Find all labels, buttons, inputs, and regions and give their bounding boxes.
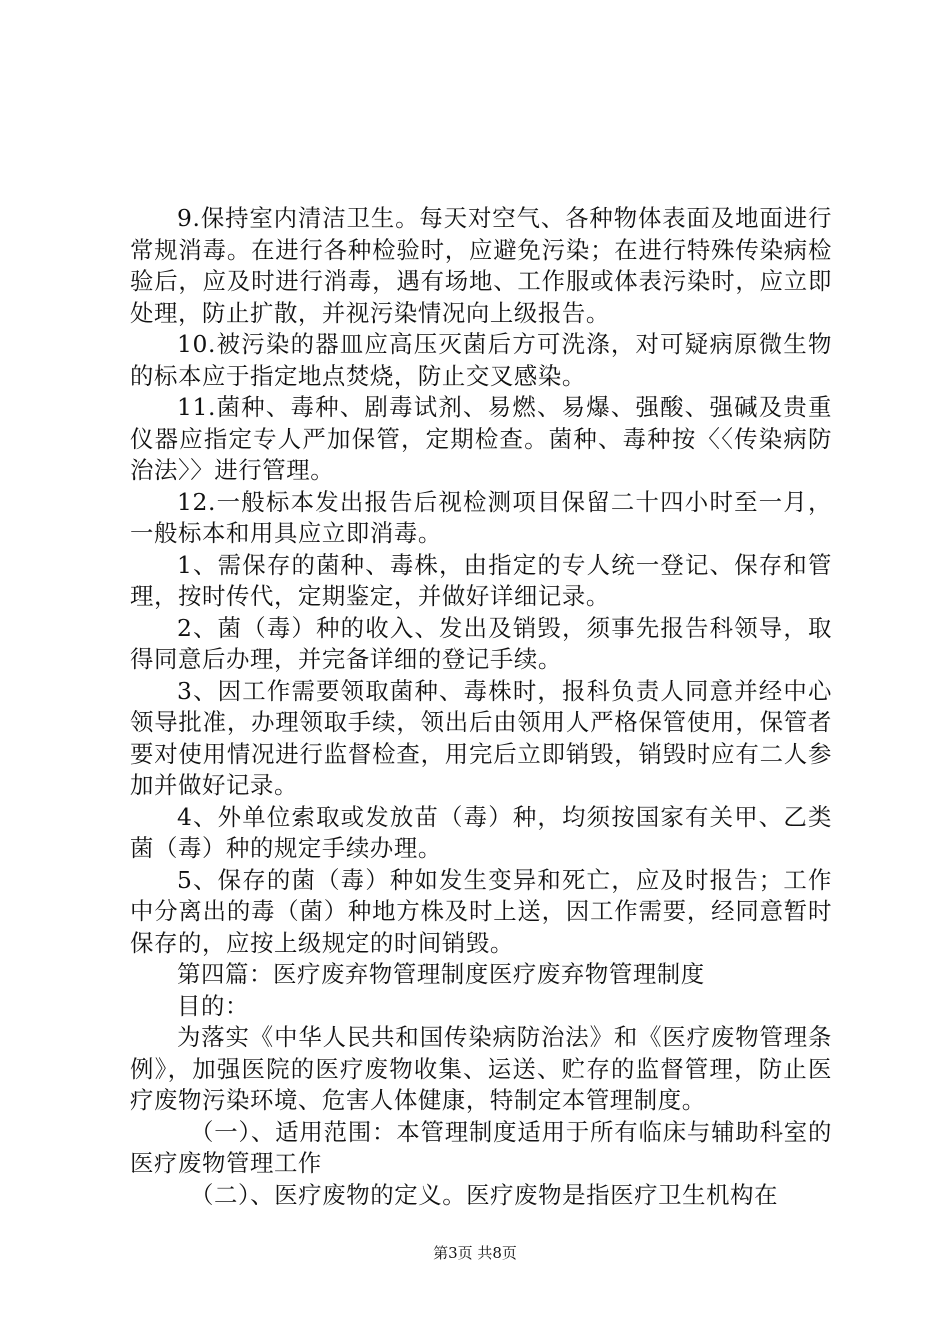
purpose-label: 目的： (177, 991, 249, 1020)
paragraph-item-12: 12.一般标本发出报告后视检测项目保留二十四小时至一月，一般标本和用具应立即消毒。 (130, 487, 832, 547)
paragraph-strain-4: 4、外单位索取或发放苗（毒）种，均须按国家有关甲、乙类菌（毒）种的规定手续办理。 (130, 802, 832, 862)
purpose-paragraph: 为落实《中华人民共和国传染病防治法》和《医疗废物管理条例》，加强医院的医疗废物收集、运送、贮存的监督管理，防止医疗废物污染环境、危害人体健康，特制定本管理制度。 (130, 1023, 832, 1114)
paragraph-item-9: 9.保持室内清洁卫生。每天对空气、各种物体表面及地面进行常规消毒。在进行各种检验时，应避免污染；在进行特殊传染病检验后，应及时进行消毒，遇有场地、工作服或体表污染时，应立即处理，防止扩散，并视污染情况向上级报告。 (130, 204, 832, 327)
page-footer: 第3页 共8页 (433, 1244, 517, 1262)
document-body (130, 203, 832, 1211)
paragraph-strain-1: 1、需保存的菌种、毒株，由指定的专人统一登记、保存和管理，按时传代，定期鉴定，并做好详细记录。 (130, 550, 832, 610)
paragraph-strain-3: 3、因工作需要领取菌种、毒株时，报科负责人同意并经中心领导批准，办理领取手续，领出后由领用人严格保管使用，保管者要对使用情况进行监督检查，用完后立即销毁，销毁时应有二人参加并做好记录。 (130, 676, 832, 799)
paragraph-strain-2: 2、菌（毒）种的收入、发出及销毁，须事先报告科领导，取得同意后办理，并完备详细的登记手续。 (130, 613, 832, 673)
paragraph-item-10: 10.被污染的器皿应高压灭菌后方可洗涤，对可疑病原微生物的标本应于指定地点焚烧，防止交叉感染。 (130, 330, 832, 390)
paragraph-item-11: 11.菌种、毒种、剧毒试剂、易燃、易爆、强酸、强碱及贵重仪器应指定专人严加保管，定期检查。菌种、毒种按〈〈传染病防治法〉〉进行管理。 (130, 393, 832, 484)
paragraph-strain-5: 5、保存的菌（毒）种如发生变异和死亡，应及时报告；工作中分离出的毒（菌）种地方株及时上送，因工作需要，经同意暂时保存的，应按上级规定的时间销毁。 (130, 865, 832, 957)
section-heading: 第四篇：医疗废弃物管理制度医疗废弃物管理制度 (177, 960, 705, 988)
definition-paragraph: （二）、医疗废物的定义。医疗废物是指医疗卫生机构在 (190, 1180, 779, 1209)
scope-paragraph: （一）、适用范围：本管理制度适用于所有临床与辅助科室的医疗废物管理工作 (130, 1117, 832, 1177)
